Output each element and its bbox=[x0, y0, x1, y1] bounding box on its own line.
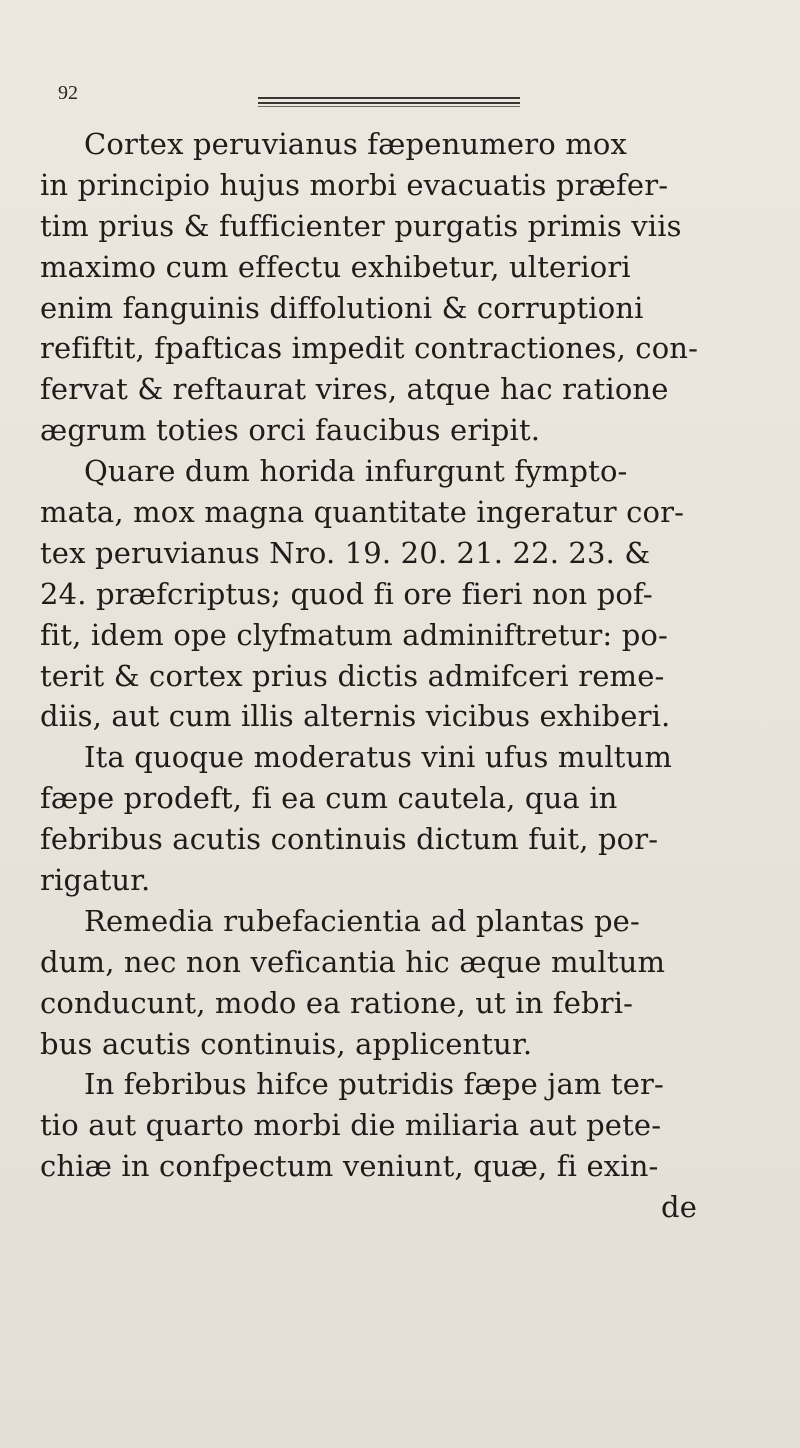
text-line: tex peruvianus Nro. 19. 20. 21. 22. 23. & bbox=[40, 535, 651, 570]
text-line: dum, nec non veficantia hic æque multum bbox=[40, 944, 666, 979]
text-line: maximo cum effectu exhibetur, ulteriori bbox=[40, 249, 631, 284]
catchword: de bbox=[661, 1190, 698, 1225]
text-line: fit, idem ope clyfmatum adminiftretur: po- bbox=[40, 617, 668, 652]
text-line: Ita quoque moderatus vini ufus multum bbox=[84, 740, 673, 775]
text-line: Quare dum horida infurgunt fympto- bbox=[84, 454, 628, 489]
text-line: tim prius & fufficienter purgatis primis viis bbox=[40, 208, 682, 243]
text-line: rigatur. bbox=[40, 863, 151, 898]
text-line: fervat & reftaurat vires, atque hac ratione bbox=[40, 372, 669, 407]
text-line: fæpe prodeft, fi ea cum cautela, qua in bbox=[40, 781, 618, 816]
text-line: In febribus hifce putridis fæpe jam ter- bbox=[84, 1067, 664, 1102]
ornament-bar bbox=[258, 106, 520, 107]
ornament-bar bbox=[258, 102, 520, 104]
text-line: tio aut quarto morbi die miliaria aut pete- bbox=[40, 1108, 662, 1143]
text-line: ægrum toties orci faucibus eripit. bbox=[40, 413, 541, 448]
text-line: chiæ in confpectum veniunt, quæ, fi exin- bbox=[40, 1149, 659, 1184]
text-line: bus acutis continuis, applicentur. bbox=[40, 1026, 533, 1061]
page-number: 92 bbox=[58, 82, 78, 104]
text-line: diis, aut cum illis alternis vicibus exhiberi. bbox=[40, 699, 671, 734]
text-line: mata, mox magna quantitate ingeratur cor- bbox=[40, 495, 685, 530]
text-line: 24. præfcriptus; quod fi ore fieri non pof- bbox=[40, 576, 653, 611]
ornament-bar bbox=[258, 97, 520, 99]
body-text bbox=[40, 124, 780, 1228]
text-line: Remedia rubefacientia ad plantas pe- bbox=[84, 903, 640, 938]
text-line: terit & cortex prius dictis admifceri reme- bbox=[40, 658, 665, 693]
text-line: febribus acutis continuis dictum fuit, por- bbox=[40, 822, 659, 857]
text-line: conducunt, modo ea ratione, ut in febri- bbox=[40, 985, 634, 1020]
text-line: in principio hujus morbi evacuatis præfer- bbox=[40, 167, 669, 202]
text-line: Cortex peruvianus fæpenumero mox bbox=[84, 127, 627, 161]
header-rule-ornament bbox=[258, 97, 520, 109]
text-line: refiftit, fpafticas impedit contractiones, con- bbox=[40, 331, 699, 366]
text-line: enim fanguinis diffolutioni & corruptioni bbox=[40, 290, 644, 325]
